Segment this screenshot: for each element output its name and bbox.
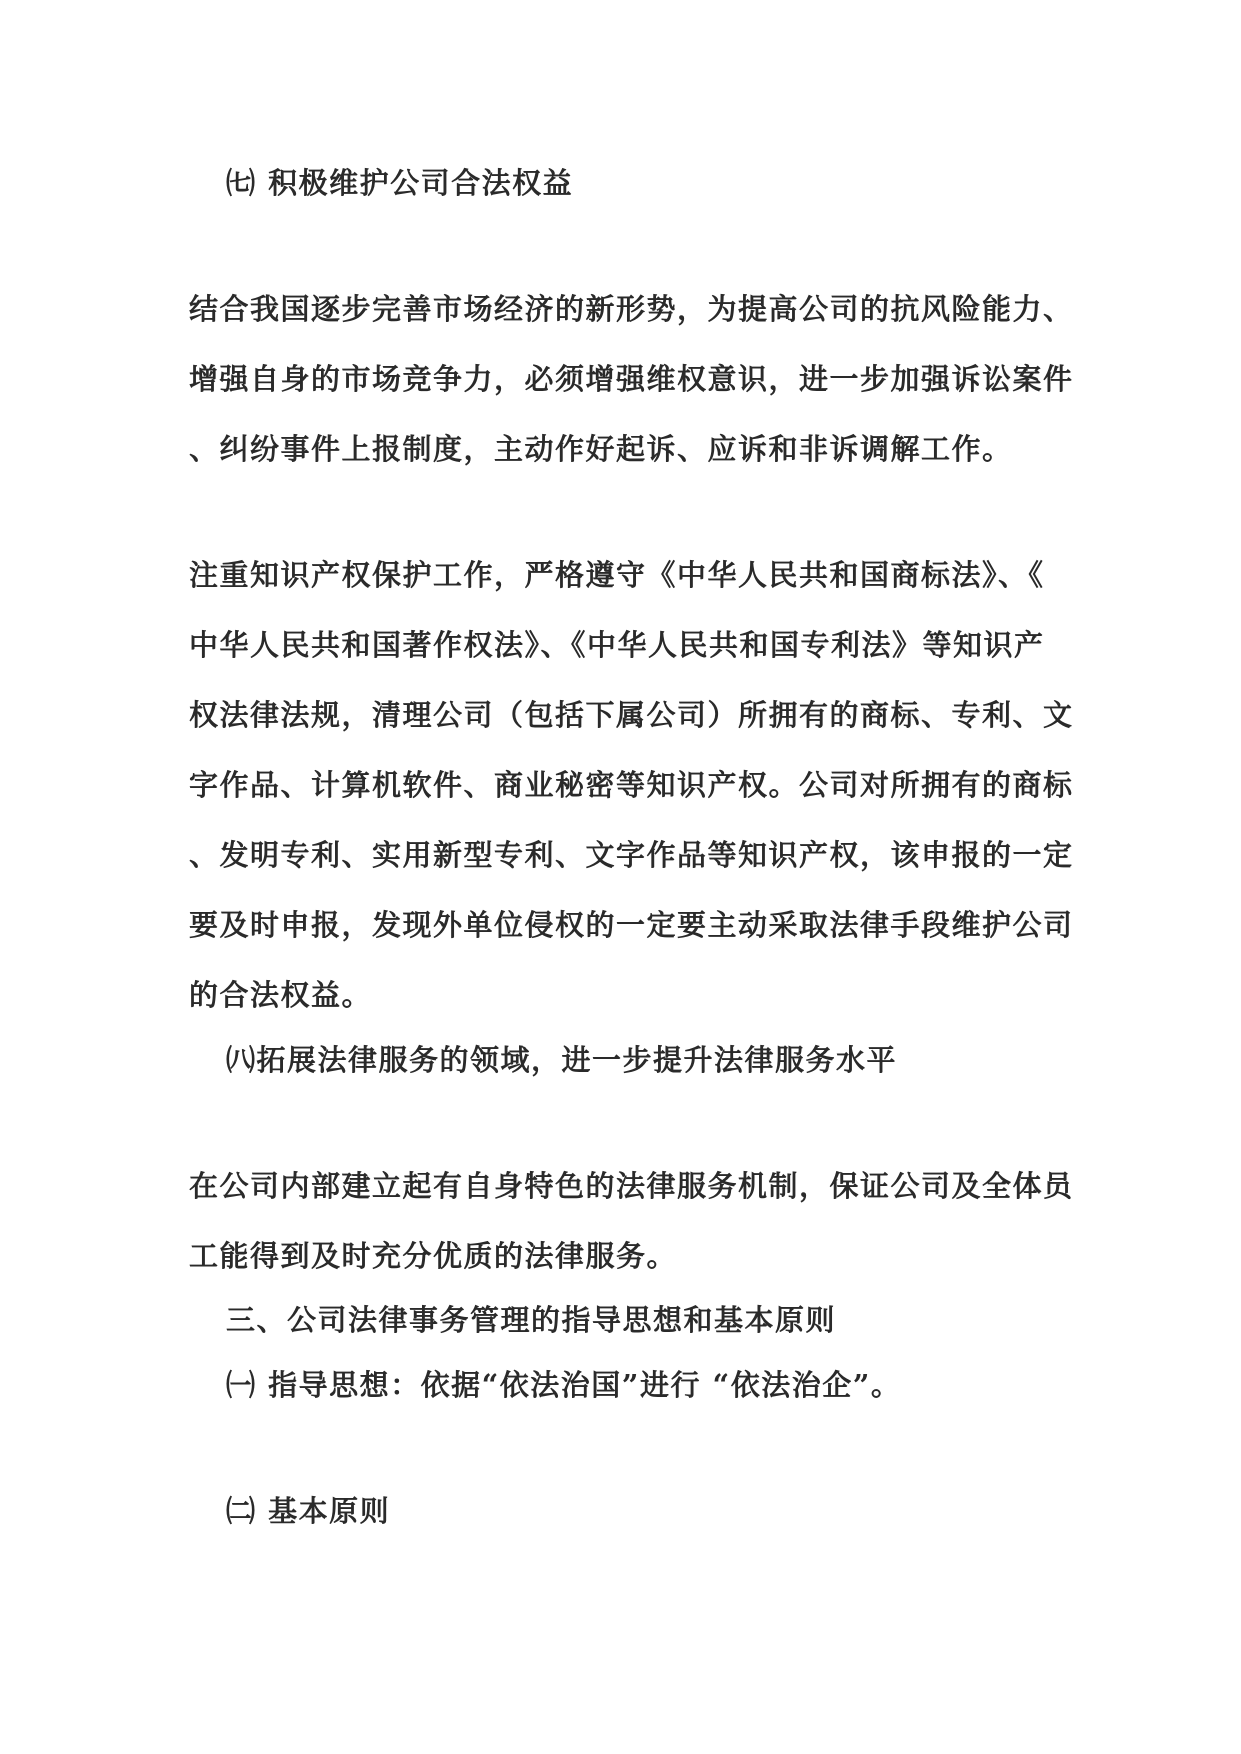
heading-8: ㈧拓展法律服务的领域，进一步提升法律服务水平: [226, 1043, 898, 1077]
paragraph-3-line-1: 在公司内部建立起有自身特色的法律服务机制，保证公司及全体员: [189, 1169, 1074, 1203]
paragraph-2-line-7: 的合法权益。: [189, 978, 373, 1012]
paragraph-1-line-1: 结合我国逐步完善市场经济的新形势，为提高公司的抗风险能力、: [189, 292, 1074, 326]
paragraph-1-line-3: 、纠纷事件上报制度，主动作好起诉、应诉和非诉调解工作。: [189, 432, 1013, 466]
paragraph-3-line-2: 工能得到及时充分优质的法律服务。: [189, 1239, 678, 1273]
paragraph-2-line-1: 注重知识产权保护工作，严格遵守《中华人民共和国商标法》、《: [189, 558, 1045, 592]
item-2-basic-principles: ㈡ 基本原则: [226, 1494, 391, 1528]
paragraph-2-line-5: 、发明专利、实用新型专利、文字作品等知识产权，该申报的一定: [189, 838, 1074, 872]
paragraph-1-line-2: 增强自身的市场竞争力，必须增强维权意识，进一步加强诉讼案件: [189, 362, 1074, 396]
item-1-guiding-ideology: ㈠ 指导思想：依据“依法治国”进行 “依法治企”。: [226, 1368, 902, 1402]
heading-7: ㈦ 积极维护公司合法权益: [226, 166, 574, 200]
paragraph-2-line-4: 字作品、计算机软件、商业秘密等知识产权。公司对所拥有的商标: [189, 768, 1074, 802]
paragraph-2-line-2: 中华人民共和国著作权法》、《中华人民共和国专利法》等知识产: [189, 628, 1045, 662]
paragraph-2-line-3: 权法律法规，清理公司（包括下属公司）所拥有的商标、专利、文: [189, 698, 1074, 732]
section-3-heading: 三、公司法律事务管理的指导思想和基本原则: [226, 1303, 837, 1337]
paragraph-2-line-6: 要及时申报，发现外单位侵权的一定要主动采取法律手段维护公司: [189, 908, 1074, 942]
